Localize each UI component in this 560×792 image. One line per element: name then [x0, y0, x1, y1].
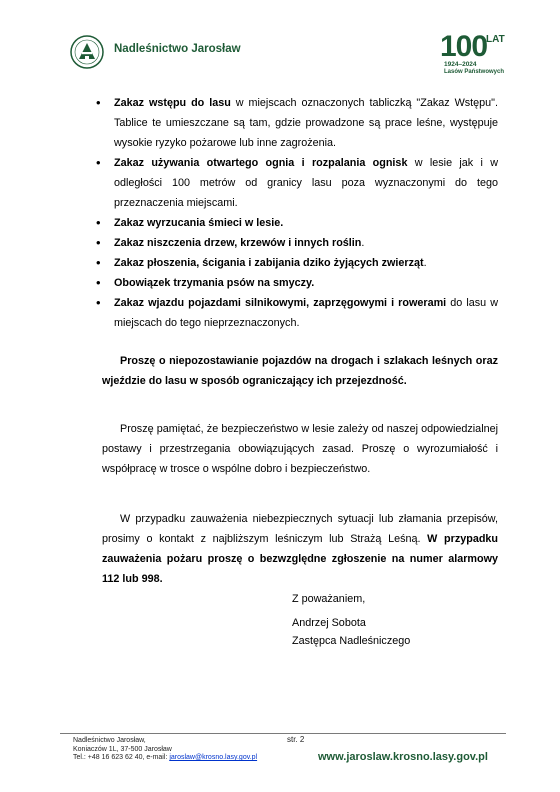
website-url[interactable]: www.jaroslaw.krosno.lasy.gov.pl — [318, 751, 488, 763]
footer-divider — [60, 733, 506, 734]
org-name: Nadleśnictwo Jarosław — [114, 43, 241, 55]
rule-item — [96, 233, 498, 253]
rule-bold: Zakaz wyrzucania śmieci w lesie. — [114, 217, 284, 229]
rule-item — [96, 93, 498, 153]
anniversary-subtitle: Lasów Państwowych — [444, 69, 505, 75]
rule-text: do lasu w miejscach do tego nieprzeznaczonych. — [114, 297, 498, 329]
rule-bold: Zakaz wjazdu pojazdami silnikowymi, zaprzęgowymi i rowerami — [114, 297, 447, 309]
rule-text: . — [361, 237, 365, 249]
paragraph-contact-emergency: W przypadku zauważenia pożaru proszę o bezwzględne zgłoszenie na numer alarmowy 112 lub 998. — [102, 532, 499, 585]
rule-bold: Zakaz płoszenia, ścigania i zabijania dziko żyjących zwierząt — [114, 257, 424, 269]
lasy-panstwowe-logo-icon — [70, 35, 104, 69]
anniversary-years: 1924–2024 — [444, 61, 477, 68]
rules-section — [96, 93, 498, 333]
paragraph-vehicles: Proszę o niepozostawianie pojazdów na drogach i szlakach leśnych oraz wjeździe do lasu w sposób ograniczający ich przejezdność. — [102, 354, 498, 387]
rule-text: w miejscach oznaczonych tabliczką "Zakaz Wstępu". Tablice te umieszczane są tam, gdzie prowadzone są prace leśne, występuje wysokie ryzyko pożarowe lub inne zagrożenia. — [114, 97, 499, 149]
rule-item — [96, 273, 498, 293]
anniversary-number: 100 — [440, 30, 488, 63]
signatory-title: Zastępca Nadleśniczego — [292, 635, 411, 647]
anniversary-logo — [440, 30, 520, 78]
rule-bold: Obowiązek trzymania psów na smyczy. — [114, 277, 315, 289]
email-link[interactable]: jaroslaw@krosno.lasy.gov.pl — [169, 754, 258, 761]
anniversary-lat: LAT — [486, 34, 505, 45]
footer-address — [73, 737, 257, 763]
rule-bold: Zakaz wstępu do lasu — [114, 97, 231, 109]
rule-text: . — [423, 257, 427, 269]
rule-item — [96, 293, 498, 333]
rule-item — [96, 253, 498, 273]
paragraph-contact-text: W przypadku zauważenia niebezpiecznych sytuacji lub złamania przepisów, prosimy o kontakt z najbliższym leśniczym lub Strażą Leśną. — [102, 512, 498, 545]
closing-block — [292, 590, 410, 650]
rule-bold: Zakaz niszczenia drzew, krzewów i innych roślin — [114, 237, 362, 249]
footer-line1: Nadleśnictwo Jarosław, — [73, 737, 146, 744]
footer-line3 — [73, 754, 257, 763]
footer-phone: Tel.: +48 16 623 62 40, e-mail: — [73, 754, 170, 761]
closing-greeting: Z poważaniem, — [292, 593, 366, 605]
page-number: str. 2 — [287, 735, 305, 744]
paragraph-contact — [102, 509, 498, 589]
footer-line2: Koniaczów 1L, 37-500 Jarosław — [73, 745, 172, 753]
rule-text: w lesie jak i w odległości 100 metrów od granicy lasu poza wyznaczonymi do tego przeznaczenia miejscami. — [114, 157, 499, 209]
signatory-name: Andrzej Sobota — [292, 617, 366, 629]
rules-list — [96, 93, 498, 333]
paragraph-safety: Proszę pamiętać, że bezpieczeństwo w lesie zależy od naszej odpowiedzialnej postawy i przestrzegania obowiązujących zasad. Proszę o wyrozumiałość i współpracę w trosce o wspólne dobro i bezpieczeństwo. — [102, 422, 498, 475]
rule-bold: Zakaz używania otwartego ognia i rozpalania ognisk — [114, 157, 408, 169]
rule-item — [96, 213, 498, 233]
rule-item — [96, 153, 498, 213]
